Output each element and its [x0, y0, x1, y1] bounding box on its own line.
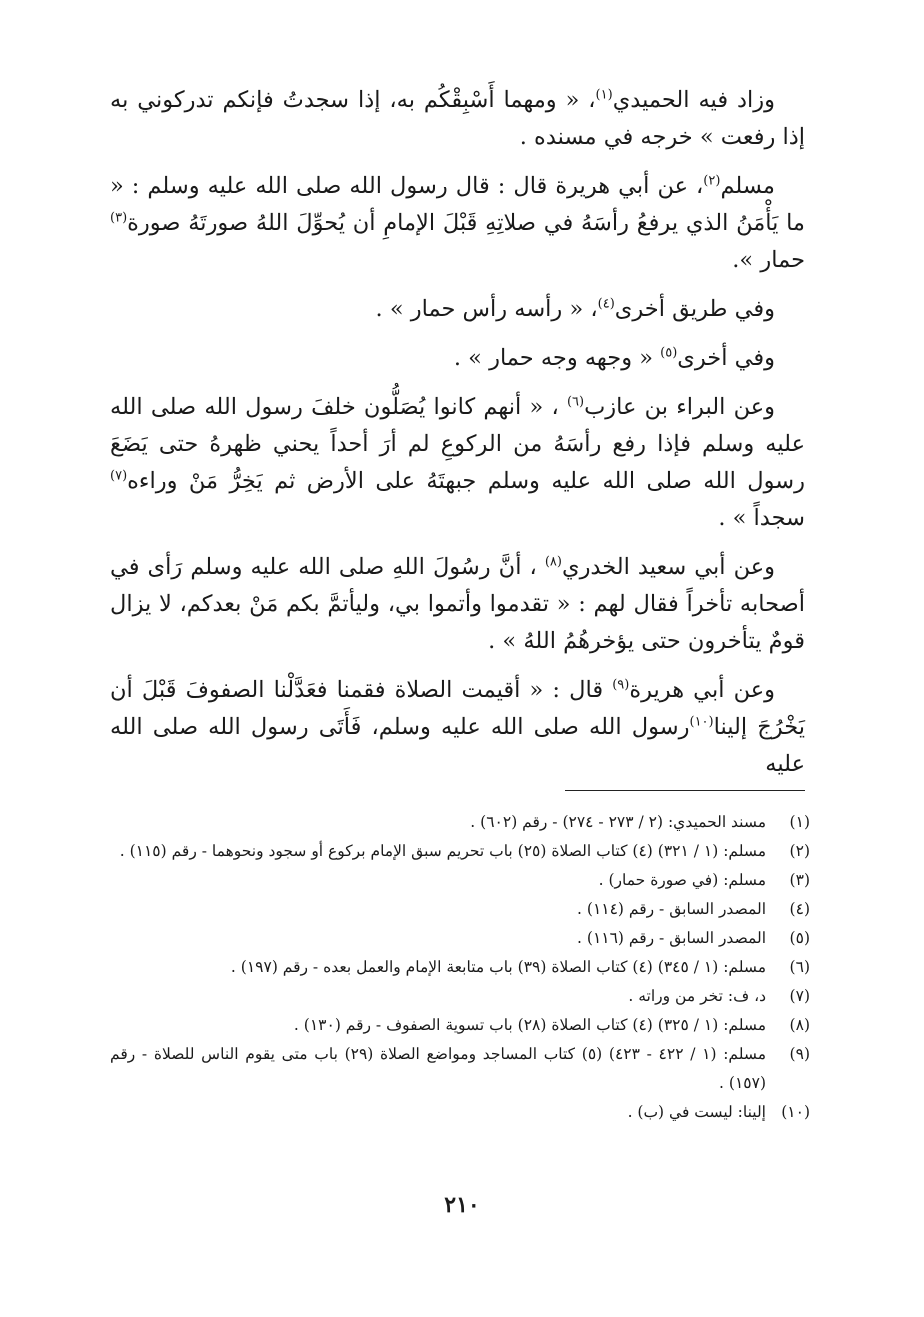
footnotes	[110, 808, 810, 1127]
paragraph-text: ، « رأسه رأس حمار » .	[375, 296, 598, 322]
footnote-number: (٥)	[789, 929, 810, 947]
footnote-item	[110, 866, 810, 895]
paragraph-text: ، « أنهم كانوا يُصَلُّون خلفَ رسول الله صلى الله عليه وسلم فإذا رفع رأسَهُ من الركوعِ لم أرَ أحداً يحني ظهرهُ حتى يَضَعَ رسول الله صلى الله عليه وسلم جبهتَهُ على الأرض ثم يَخِرُّ مَنْ وراءه	[110, 394, 805, 494]
paragraph-text: وفي أخرى	[677, 345, 775, 371]
footnote-ref[interactable]: (٦)	[566, 394, 585, 410]
footnote-number: (٤)	[789, 900, 810, 918]
footnote-separator	[565, 790, 805, 791]
footnote-item	[110, 1098, 810, 1127]
paragraph-text: وزاد فيه الحميدي	[612, 87, 775, 113]
paragraph-text: قال : « أقيمت الصلاة فقمنا فعَدَّلْنا الصفوفَ قَبْلَ أن يَخْرُجَ إلينا	[110, 677, 806, 740]
footnote-number: (٩)	[789, 1045, 810, 1063]
footnote-ref[interactable]: (٩)	[612, 677, 630, 693]
paragraph-7	[110, 672, 805, 783]
footnote-ref[interactable]: (٧)	[110, 468, 128, 484]
footnote-ref[interactable]: (٢)	[703, 173, 721, 189]
footnote-item	[110, 982, 810, 1011]
footnote-item	[110, 837, 810, 866]
footnote-ref[interactable]: (٨)	[544, 554, 562, 570]
paragraph-text: « وجهه وجه حمار » .	[453, 345, 661, 371]
footnote-number: (٦)	[789, 958, 810, 976]
footnote-number: (٨)	[789, 1016, 810, 1034]
footnote-text: مسلم: (١ / ٤٢٢ - ٤٢٣) (٥) كتاب المساجد ومواضع الصلاة (٢٩) باب متى يقوم الناس للصلاة - رقم (١٥٧) .	[110, 1045, 767, 1092]
footnote-number: (١)	[789, 813, 810, 831]
paragraph-6	[110, 549, 805, 660]
footnote-ref[interactable]: (٤)	[597, 296, 615, 312]
footnote-item	[110, 808, 810, 837]
footnote-item	[110, 953, 810, 982]
footnote-ref[interactable]: (١)	[595, 87, 613, 103]
footnote-text: مسلم: (في صورة حمار) .	[598, 871, 766, 889]
paragraph-text: ، أنَّ رسُولَ اللهِ صلى الله عليه وسلم رَأى في أصحابه تأخراً فقال لهم : « تقدموا وأتموا بي، وليأتمَّ بكم مَنْ بعدكم، لا يزال قومٌ يتأخرون حتى يؤخرهُمُ اللهُ » .	[110, 554, 805, 654]
footnote-text: مسلم: (١ / ٣٢١) (٤) كتاب الصلاة (٢٥) باب تحريم سبق الإمام بركوع أو سجود ونحوهما - رقم (١١٥) .	[119, 842, 766, 860]
paragraph-1	[110, 82, 805, 156]
main-text	[110, 82, 805, 795]
paragraph-text: سجداً » .	[718, 505, 805, 531]
paragraph-4	[110, 340, 805, 377]
paragraph-5	[110, 389, 805, 537]
paragraph-text: وعن البراء بن عازب	[584, 394, 776, 420]
footnote-ref[interactable]: (٥)	[660, 345, 678, 361]
footnote-item	[110, 924, 810, 953]
paragraph-text: مسلم	[720, 173, 775, 199]
paragraph-text: وعن أبي سعيد الخدري	[561, 554, 775, 580]
paragraph-text: وفي طريق أخرى	[614, 296, 775, 322]
paragraph-text: رسول الله صلى الله عليه وسلم، فَأَتَى رسول الله صلى الله عليه	[110, 714, 805, 777]
footnote-number: (٣)	[789, 871, 810, 889]
footnote-item	[110, 1011, 810, 1040]
footnote-item	[110, 895, 810, 924]
footnote-ref[interactable]: (١٠)	[689, 714, 714, 730]
footnote-number: (٧)	[789, 987, 810, 1005]
footnote-text: مسند الحميدي: (٢ / ٢٧٣ - ٢٧٤) - رقم (٦٠٢) .	[470, 813, 766, 831]
paragraph-text: حمار ».	[732, 247, 805, 273]
footnote-item	[110, 1040, 810, 1098]
paragraph-3	[110, 291, 805, 328]
footnote-text: إلينا: ليست في (ب) .	[627, 1103, 766, 1121]
footnote-text: المصدر السابق - رقم (١١٦) .	[577, 929, 766, 947]
paragraph-text: ، عن أبي هريرة قال : قال رسول الله صلى الله عليه وسلم : « ما يَأْمَنُ الذي يرفعُ رأسَهُ في صلاتِهِ قَبْلَ الإمامِ أن يُحوِّلَ اللهُ صورتَهُ صورة	[110, 173, 805, 236]
footnote-ref[interactable]: (٣)	[110, 210, 128, 226]
footnote-text: مسلم: (١ / ٣٢٥) (٤) كتاب الصلاة (٢٨) باب تسوية الصفوف - رقم (١٣٠) .	[293, 1016, 766, 1034]
footnote-text: د، ف: تخر من وراته .	[628, 987, 766, 1005]
paragraph-2	[110, 168, 805, 279]
footnote-number: (١٠)	[781, 1103, 810, 1121]
paragraph-text: وعن أبي هريرة	[629, 677, 775, 703]
footnote-text: مسلم: (١ / ٣٤٥) (٤) كتاب الصلاة (٣٩) باب متابعة الإمام والعمل بعده - رقم (١٩٧) .	[230, 958, 766, 976]
footnote-number: (٢)	[789, 842, 810, 860]
page-number: ٢١٠	[444, 1192, 480, 1218]
paragraph-text: ، « ومهما أَسْبِقْكُم به، إذا سجدتُ فإنكم تدركوني به إذا رفعت » خرجه في مسنده .	[110, 87, 805, 150]
footnote-text: المصدر السابق - رقم (١١٤) .	[577, 900, 766, 918]
